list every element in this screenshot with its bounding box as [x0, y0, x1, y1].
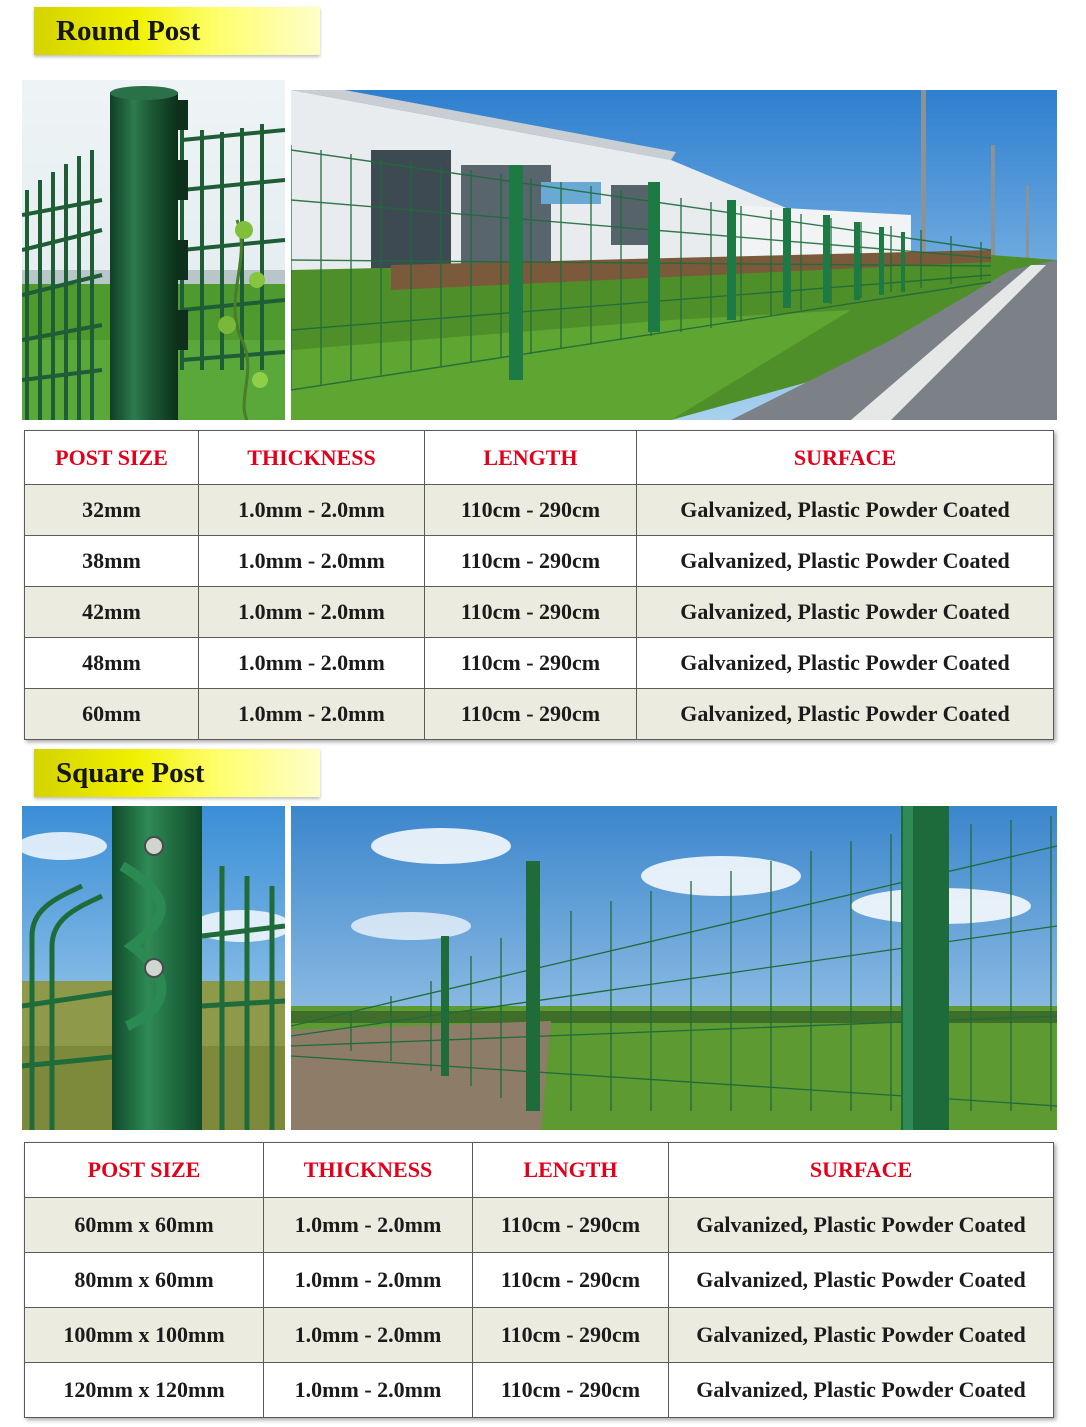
cell-thickness: 1.0mm - 2.0mm	[199, 638, 425, 689]
round-post-spec-table	[24, 430, 1054, 740]
table-row	[25, 1198, 1054, 1253]
column-header-length: LENGTH	[425, 431, 637, 485]
column-header-length: LENGTH	[473, 1143, 669, 1198]
column-header-post-size: POST SIZE	[25, 1143, 264, 1198]
cell-thickness: 1.0mm - 2.0mm	[199, 689, 425, 740]
cell-post-size: 60mm	[25, 689, 199, 740]
table-row	[25, 1363, 1054, 1418]
table-row	[25, 1308, 1054, 1363]
table-row	[25, 485, 1054, 536]
cell-length: 110cm - 290cm	[473, 1308, 669, 1363]
cell-surface: Galvanized, Plastic Powder Coated	[669, 1308, 1054, 1363]
cell-thickness: 1.0mm - 2.0mm	[264, 1198, 473, 1253]
cell-length: 110cm - 290cm	[425, 536, 637, 587]
table-row	[25, 536, 1054, 587]
cell-post-size: 120mm x 120mm	[25, 1363, 264, 1418]
cell-surface: Galvanized, Plastic Powder Coated	[637, 689, 1054, 740]
cell-length: 110cm - 290cm	[473, 1363, 669, 1418]
cell-thickness: 1.0mm - 2.0mm	[264, 1253, 473, 1308]
cell-length: 110cm - 290cm	[425, 587, 637, 638]
table-header-row	[25, 1143, 1054, 1198]
cell-post-size: 100mm x 100mm	[25, 1308, 264, 1363]
cell-thickness: 1.0mm - 2.0mm	[264, 1363, 473, 1418]
cell-surface: Galvanized, Plastic Powder Coated	[669, 1363, 1054, 1418]
cell-surface: Galvanized, Plastic Powder Coated	[637, 536, 1054, 587]
round-post-title: Round Post	[56, 14, 201, 47]
table-row	[25, 587, 1054, 638]
cell-surface: Galvanized, Plastic Powder Coated	[637, 638, 1054, 689]
column-header-thickness: THICKNESS	[199, 431, 425, 485]
cell-length: 110cm - 290cm	[425, 638, 637, 689]
cell-thickness: 1.0mm - 2.0mm	[199, 485, 425, 536]
table-row	[25, 689, 1054, 740]
cell-length: 110cm - 290cm	[425, 485, 637, 536]
cell-surface: Galvanized, Plastic Powder Coated	[669, 1198, 1054, 1253]
cell-post-size: 32mm	[25, 485, 199, 536]
column-header-thickness: THICKNESS	[264, 1143, 473, 1198]
cell-surface: Galvanized, Plastic Powder Coated	[637, 587, 1054, 638]
round-post-banner	[34, 7, 320, 55]
cell-thickness: 1.0mm - 2.0mm	[199, 536, 425, 587]
round-post-closeup-photo	[22, 80, 285, 420]
table-header-row	[25, 431, 1054, 485]
table-row	[25, 1253, 1054, 1308]
cell-length: 110cm - 290cm	[473, 1198, 669, 1253]
cell-thickness: 1.0mm - 2.0mm	[199, 587, 425, 638]
cell-surface: Galvanized, Plastic Powder Coated	[637, 485, 1054, 536]
cell-length: 110cm - 290cm	[425, 689, 637, 740]
cell-post-size: 48mm	[25, 638, 199, 689]
square-post-banner	[34, 749, 320, 797]
table-row	[25, 638, 1054, 689]
square-post-closeup-photo	[22, 806, 285, 1130]
cell-thickness: 1.0mm - 2.0mm	[264, 1308, 473, 1363]
column-header-surface: SURFACE	[669, 1143, 1054, 1198]
cell-post-size: 80mm x 60mm	[25, 1253, 264, 1308]
cell-length: 110cm - 290cm	[473, 1253, 669, 1308]
column-header-surface: SURFACE	[637, 431, 1054, 485]
column-header-post-size: POST SIZE	[25, 431, 199, 485]
cell-post-size: 60mm x 60mm	[25, 1198, 264, 1253]
cell-post-size: 42mm	[25, 587, 199, 638]
square-post-title: Square Post	[56, 756, 205, 789]
cell-surface: Galvanized, Plastic Powder Coated	[669, 1253, 1054, 1308]
square-post-spec-table	[24, 1142, 1054, 1418]
cell-post-size: 38mm	[25, 536, 199, 587]
square-post-fence-photo	[291, 806, 1057, 1130]
round-post-fence-photo	[291, 90, 1057, 420]
